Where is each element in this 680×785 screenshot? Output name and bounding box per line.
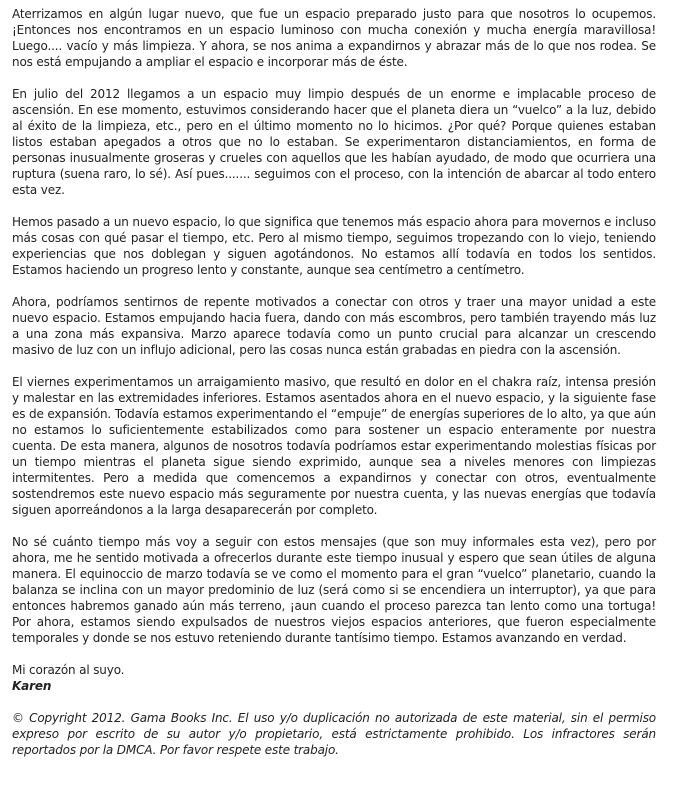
paragraph-5: El viernes experimentamos un arraigamiento masivo, que resultó en dolor en el chakra raíz, intensa presión y malestar en las extremidades inferiores. Estamos asentados ahora en el nuevo espacio, y la siguiente fase es de expansión. Todavía estamos experimentando el “empuje” de energías superiores de lo alto, ya que aún no estamos lo suficientemente estabilizados como para sostener un espacio enteramente por nuestra cuenta. De esta manera, algunos de nosotros todavía podríamos estar experimentando molestias físicas por un tiempo mientras el planeta sigue siendo exprimido, aunque sea a niveles menores con limpiezas intermitentes. Pero a medida que comencemos a expandirnos y conectar con otros, eventualmente sostendremos este nuevo espacio más seguramente por nuestra cuenta, y las nuevas energías que todavía siguen aporreándonos a la larga desaparecerán por completo.	[12, 375, 656, 517]
closing-line: Mi corazón al suyo.	[12, 663, 125, 677]
copyright-notice: © Copyright 2012. Gama Books Inc. El uso y/o duplicación no autorizada de este material, sin el permiso expreso por escrito de su autor y/o propietario, está estrictamente prohibido. Los infractores serán reportados por la DMCA. Por favor respete este trabajo.	[12, 711, 656, 757]
paragraph-6: No sé cuánto tiempo más voy a seguir con estos mensajes (que son muy informales esta vez), pero por ahora, me he sentido motivada a ofrecerlos durante este tiempo inusual y espero que sean útiles de alguna manera. El equinoccio de marzo todavía se ve como el momento para el gran “vuelco” planetario, cuando la balanza se inclina con un mayor predominio de luz (será como si se encendiera un interruptor), ya que para entonces habremos ganado aún más terreno, ¡aun cuando el proceso parezca tan lento como una tortuga! Por ahora, estamos siendo expulsados de nuestros viejos espacios anteriores, que fueron especialmente temporales y donde se nos estuvo reteniendo durante tantísimo tiempo. Estamos avanzando en verdad.	[12, 535, 656, 645]
author-signature: Karen	[12, 679, 52, 693]
paragraph-2: En julio del 2012 llegamos a un espacio muy limpio después de un enorme e implacable proceso de ascensión. En ese momento, estuvimos considerando hacer que el planeta diera un “vuelco” a la luz, debido al éxito de la limpieza, etc., pero en el último momento no lo hicimos. ¿Por qué? Porque quienes estaban listos estaban apegados a otros que no lo estaban. Se experimentaron distanciamientos, en forma de personas inusualmente groseras y crueles con aquellos que les habían ayudado, de modo que ocurriera una ruptura (suena raro, lo sé). Así pues....... seguimos con el proceso, con la intención de abarcar al todo entero esta vez.	[12, 87, 656, 197]
paragraph-4: Ahora, podríamos sentirnos de repente motivados a conectar con otros y traer una mayor unidad a este nuevo espacio. Estamos empujando hacia fuera, dando con más escombros, pero también trayendo más luz a una zona más expansiva. Marzo aparece todavía como un punto crucial para alcanzar un crescendo masivo de luz con un influjo adicional, pero las cosas nunca están grabadas en piedra con la ascensión.	[12, 295, 656, 357]
paragraph-3: Hemos pasado a un nuevo espacio, lo que significa que tenemos más espacio ahora para movernos e incluso más cosas con qué pasar el tiempo, etc. Pero al mismo tiempo, seguimos tropezando con lo viejo, teniendo experiencias que nos doblegan y siguen agotándonos. No estamos allí todavía en todos los sentidos. Estamos haciendo un progreso lento y constante, aunque sea centímetro a centímetro.	[12, 215, 656, 277]
paragraph-1: Aterrizamos en algún lugar nuevo, que fue un espacio preparado justo para que nosotros lo ocupemos. ¡Entonces nos encontramos en un espacio luminoso con mucha conexión y mucha energía maravillosa! Luego.... vacío y más limpieza. Y ahora, se nos anima a expandirnos y abrazar más de lo que nos rodea. Se nos está empujando a ampliar el espacio e incorporar más de éste.	[12, 7, 656, 69]
article-body	[12, 6, 656, 758]
